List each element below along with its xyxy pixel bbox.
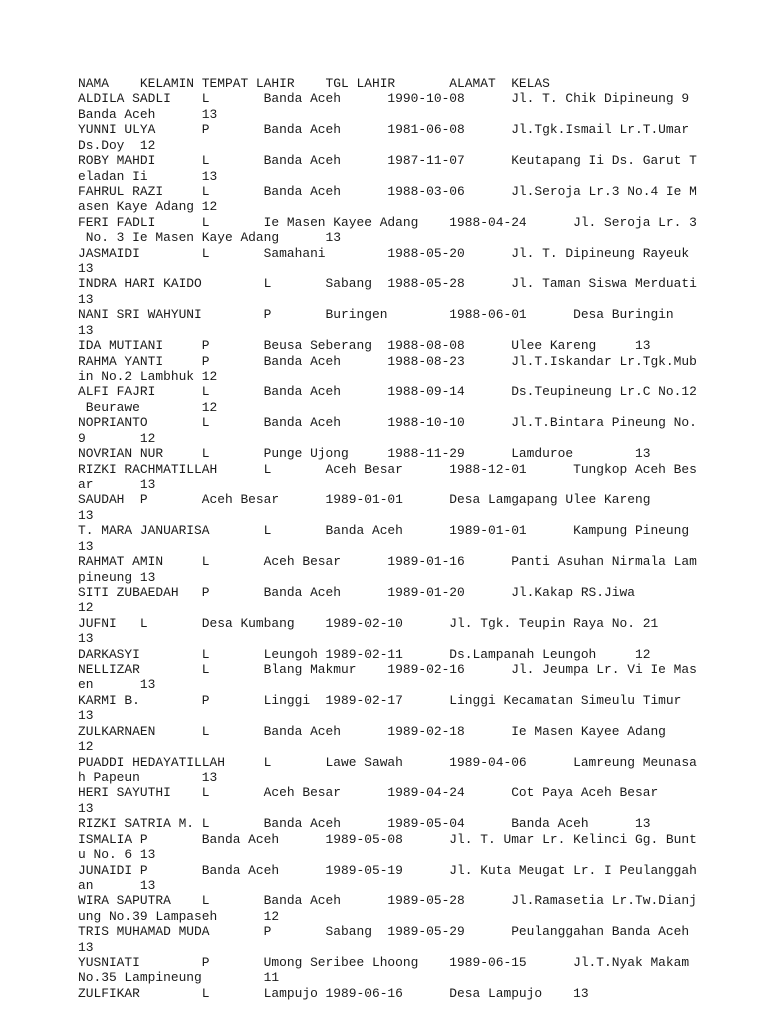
text-line: 13 (78, 507, 94, 523)
text-line: eladan Ii 13 (78, 168, 218, 184)
text-line: YUNNI ULYA P Banda Aceh 1981-06-08 Jl.Tgk.Ismail Lr.T.Umar (78, 122, 690, 138)
text-line: en 13 (78, 677, 156, 693)
text-line: pineung 13 (78, 569, 156, 585)
text-line: 12 (78, 739, 94, 755)
text-line: SITI ZUBAEDAH P Banda Aceh 1989-01-20 Jl.Kakap RS.Jiwa (78, 584, 635, 600)
text-line: RIZKI RACHMATILLAH L Aceh Besar 1988-12-01 Tungkop Aceh Bes (78, 461, 697, 477)
text-line: No. 3 Ie Masen Kaye Adang 13 (78, 230, 342, 246)
text-line: 13 (78, 631, 94, 647)
text-line: SAUDAH P Aceh Besar 1989-01-01 Desa Lamgapang Ulee Kareng (78, 492, 651, 508)
text-line: NOVRIAN NUR L Punge Ujong 1988-11-29 Lamduroe 13 (78, 446, 651, 462)
text-line: 12 (78, 600, 94, 616)
text-line: WIRA SAPUTRA L Banda Aceh 1989-05-28 Jl.Ramasetia Lr.Tw.Dianj (78, 893, 697, 909)
text-line: Banda Aceh 13 (78, 106, 218, 122)
text-line: 9 12 (78, 430, 156, 446)
text-line: JASMAIDI L Samahani 1988-05-20 Jl. T. Dipineung Rayeuk (78, 245, 690, 261)
text-line: FAHRUL RAZI L Banda Aceh 1988-03-06 Jl.Seroja Lr.3 No.4 Ie M (78, 183, 697, 199)
text-line: KARMI B. P Linggi 1989-02-17 Linggi Kecamatan Simeulu Timur (78, 692, 682, 708)
text-line: u No. 6 13 (78, 847, 156, 863)
text-line: JUNAIDI P Banda Aceh 1989-05-19 Jl. Kuta Meugat Lr. I Peulanggah (78, 862, 697, 878)
text-line: ZULFIKAR L Lampujo 1989-06-16 Desa Lampujo 13 (78, 985, 589, 1001)
text-line: JUFNI L Desa Kumbang 1989-02-10 Jl. Tgk. Teupin Raya No. 21 (78, 615, 659, 631)
text-line: INDRA HARI KAIDO L Sabang 1988-05-28 Jl. Taman Siswa Merduati (78, 276, 697, 292)
text-line: 13 (78, 538, 94, 554)
text-line: HERI SAYUTHI L Aceh Besar 1989-04-24 Cot Paya Aceh Besar (78, 785, 659, 801)
text-line: RAHMA YANTI P Banda Aceh 1988-08-23 Jl.T.Iskandar Lr.Tgk.Mub (78, 353, 697, 369)
text-line: T. MARA JANUARISA L Banda Aceh 1989-01-01 Kampung Pineung (78, 523, 690, 539)
text-line: an 13 (78, 877, 156, 893)
text-line: Beurawe 12 (78, 399, 218, 415)
document-text (78, 76, 698, 1001)
text-line: RAHMAT AMIN L Aceh Besar 1989-01-16 Panti Asuhan Nirmala Lam (78, 554, 697, 570)
text-line: TRIS MUHAMAD MUDA P Sabang 1989-05-29 Peulanggahan Banda Aceh (78, 924, 690, 940)
text-line: ung No.39 Lampaseh 12 (78, 908, 280, 924)
text-line: FERI FADLI L Ie Masen Kayee Adang 1988-04-24 Jl. Seroja Lr. 3 (78, 214, 697, 230)
text-line: DARKASYI L Leungoh 1989-02-11 Ds.Lampanah Leungoh 12 (78, 646, 651, 662)
text-line: ar 13 (78, 476, 156, 492)
text-line: ROBY MAHDI L Banda Aceh 1987-11-07 Keutapang Ii Ds. Garut T (78, 153, 697, 169)
text-line: ALDILA SADLI L Banda Aceh 1990-10-08 Jl. T. Chik Dipineung 9 (78, 91, 690, 107)
text-line: ALFI FAJRI L Banda Aceh 1988-09-14 Ds.Teupineung Lr.C No.12 (78, 384, 697, 400)
text-line: PUADDI HEDAYATILLAH L Lawe Sawah 1989-04-06 Lamreung Meunasa (78, 754, 697, 770)
text-line: YUSNIATI P Umong Seribee Lhoong 1989-06-15 Jl.T.Nyak Makam (78, 955, 690, 971)
text-line: h Papeun 13 (78, 769, 218, 785)
text-line: Ds.Doy 12 (78, 137, 156, 153)
text-line: No.35 Lampineung 11 (78, 970, 280, 986)
text-line: IDA MUTIANI P Beusa Seberang 1988-08-08 Ulee Kareng 13 (78, 338, 651, 354)
text-line: NELLIZAR L Blang Makmur 1989-02-16 Jl. Jeumpa Lr. Vi Ie Mas (78, 662, 697, 678)
text-line: 13 (78, 800, 94, 816)
text-line: NANI SRI WAHYUNI P Buringen 1988-06-01 Desa Buringin (78, 307, 674, 323)
table-header-line: NAMA KELAMIN TEMPAT LAHIR TGL LAHIR ALAMAT KELAS (78, 76, 550, 91)
text-line: in No.2 Lambhuk 12 (78, 369, 218, 385)
text-line: 13 (78, 261, 94, 277)
text-line: 13 (78, 708, 94, 724)
text-line: NOPRIANTO L Banda Aceh 1988-10-10 Jl.T.Bintara Pineung No. (78, 415, 697, 431)
text-line: asen Kaye Adang 12 (78, 199, 218, 215)
text-line: 13 (78, 291, 94, 307)
text-line: 13 (78, 322, 94, 338)
text-line: ISMALIA P Banda Aceh 1989-05-08 Jl. T. Umar Lr. Kelinci Gg. Bunt (78, 831, 697, 847)
text-line: 13 (78, 939, 94, 955)
text-line: ZULKARNAEN L Banda Aceh 1989-02-18 Ie Masen Kayee Adang (78, 723, 666, 739)
text-line: RIZKI SATRIA M. L Banda Aceh 1989-05-04 Banda Aceh 13 (78, 816, 651, 832)
